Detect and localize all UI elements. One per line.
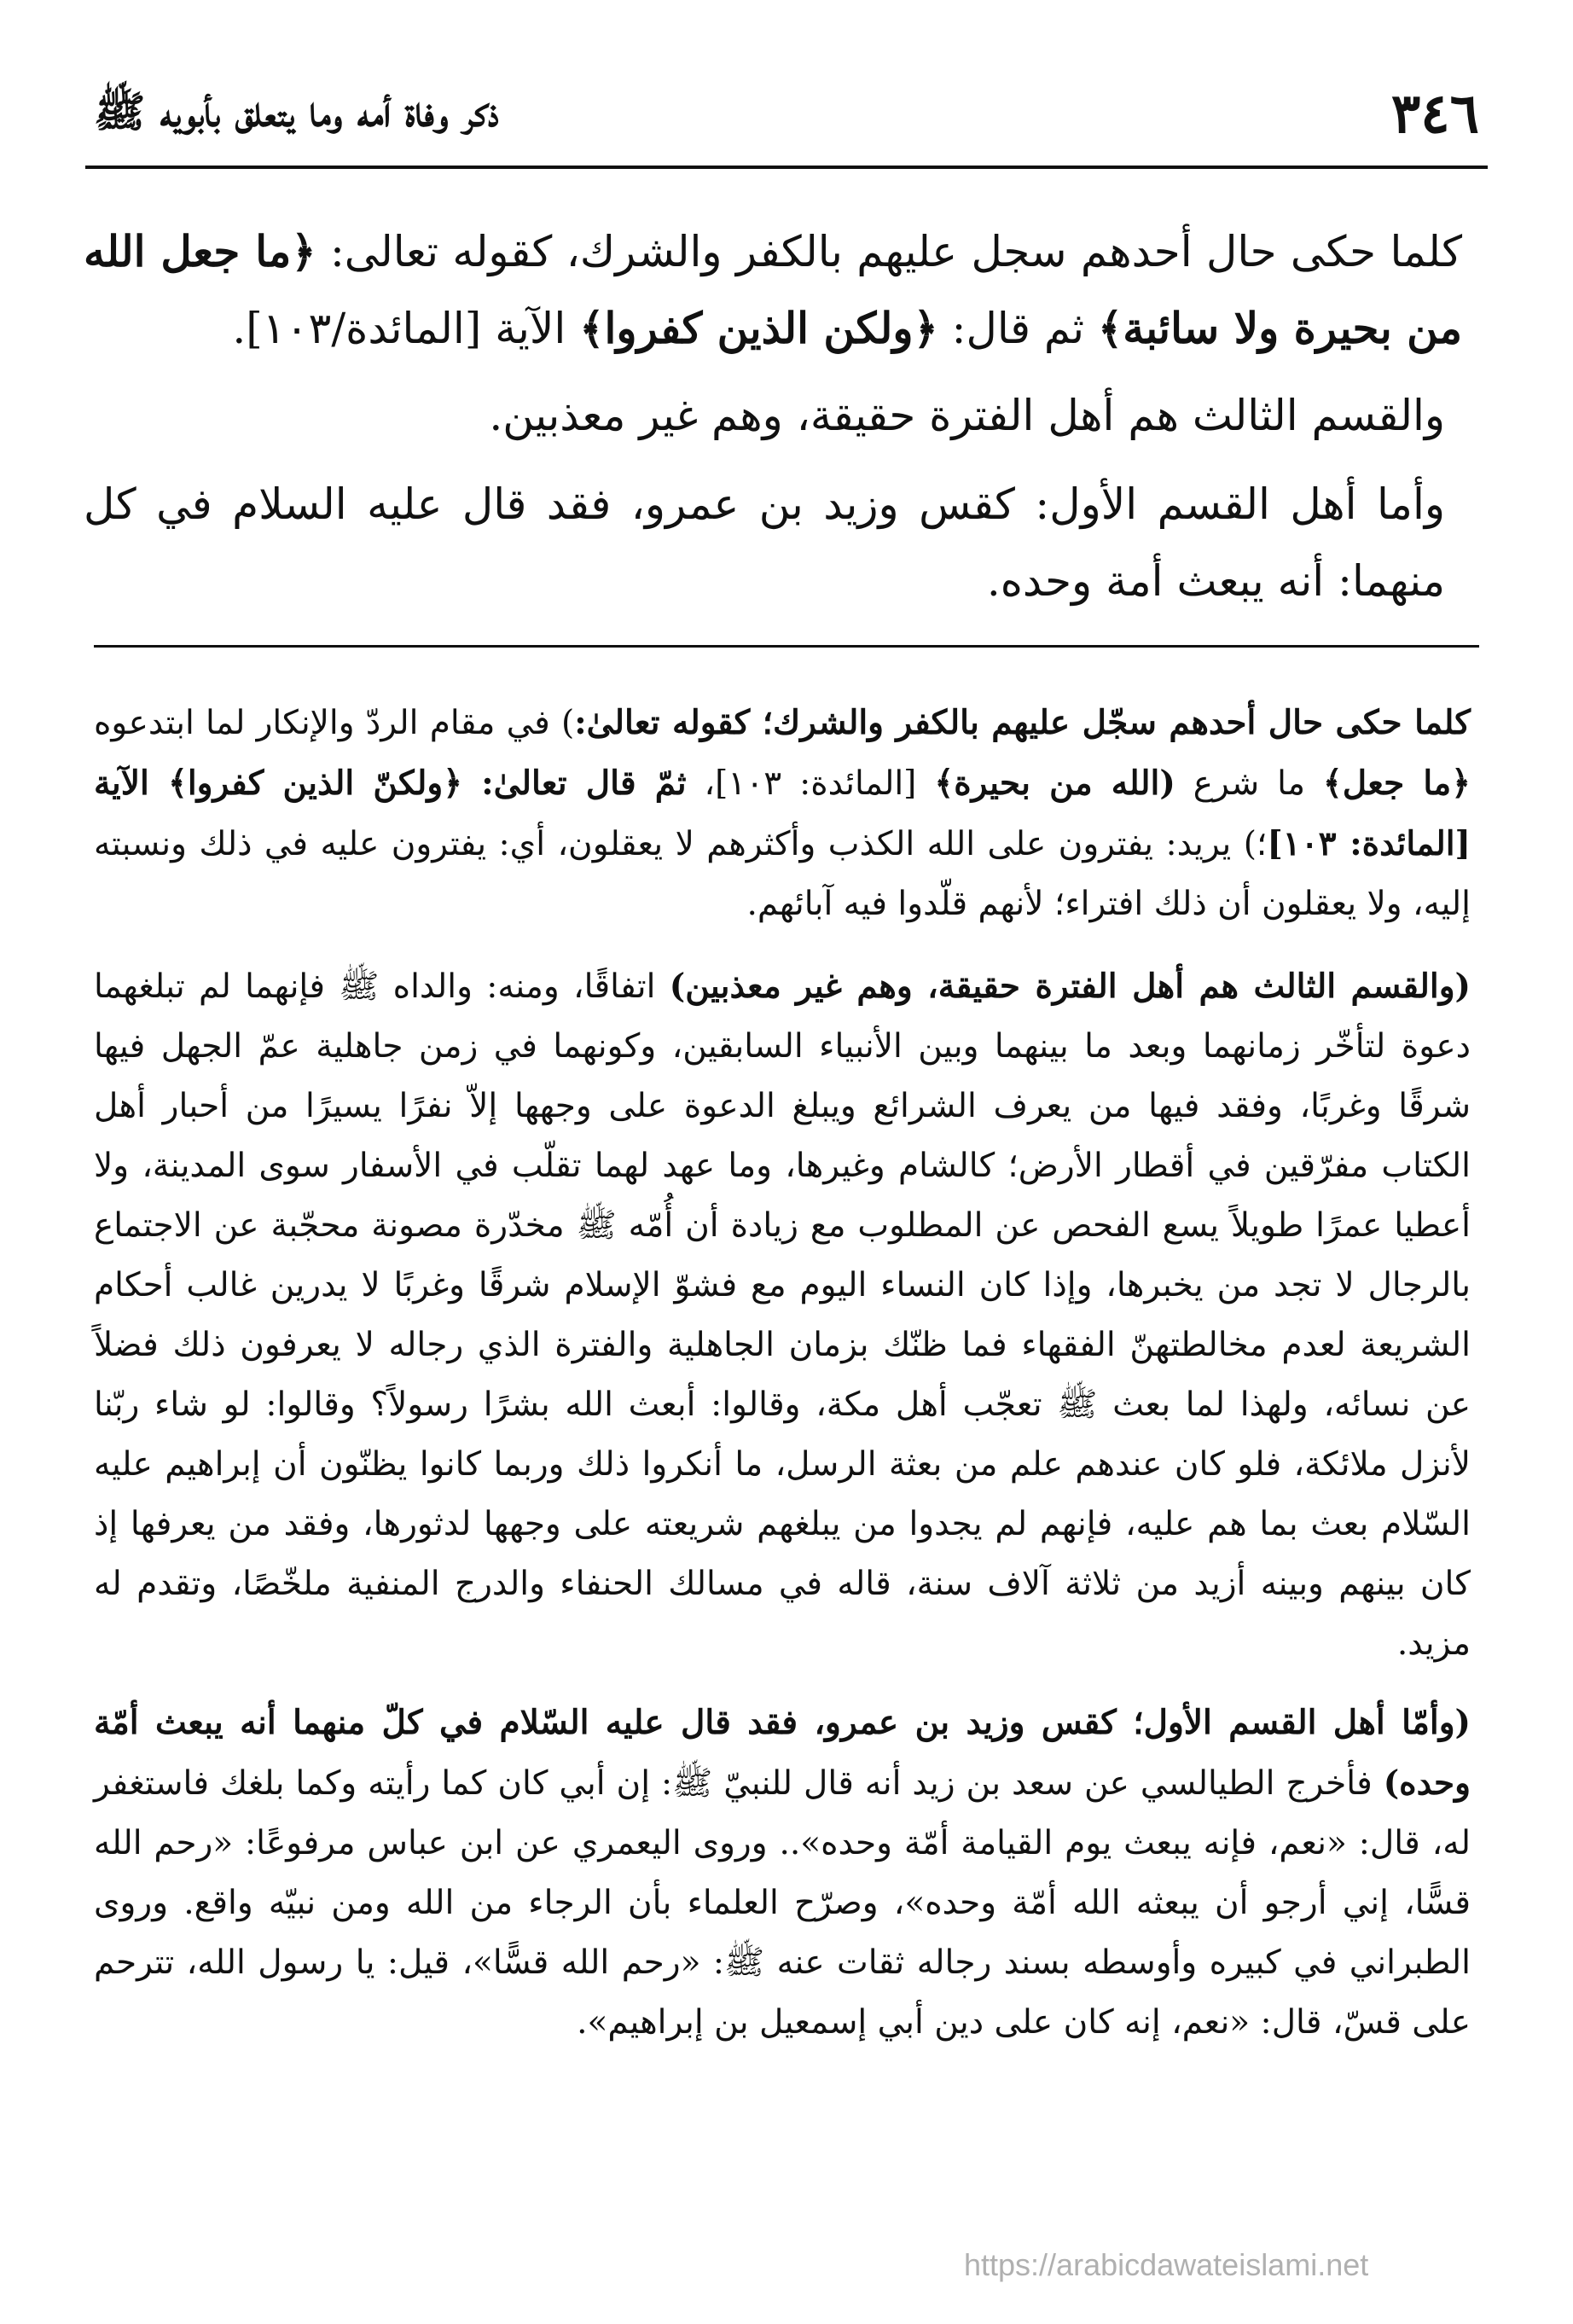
page-header <box>94 78 1479 164</box>
watermark-url: https://arabicdawateislami.net <box>964 2247 1369 2282</box>
main-paragraph: وأما أهل القسم الأول: كقس وزيد بن عمرو، فقد قال عليه السلام في كل منهما: أنه يبعث أمة وحده. <box>84 479 1445 606</box>
page-number: ٣٤٦ <box>1390 82 1479 146</box>
header-divider <box>85 166 1488 169</box>
running-title: ذكر وفاة أمه وما يتعلق بأبويه ﷺ <box>94 86 499 137</box>
main-text <box>84 213 1462 619</box>
commentary-paragraph: كلما حكى حال أحدهم سجّل عليهم بالكفر والشرك؛ كقوله تعالىٰ:) في مقام الردّ والإنكار لما ابتدعوه ﴿ما جعل﴾ ما شرع (الله من بحيرة﴾ [المائدة: ١٠٣]، ثمّ قال تعالىٰ: ﴿ولكنّ الذين كفروا﴾ الآية [المائدة: ١٠٣]؛) يريد: يفترون على الله الكذب وأكثرهم لا يعقلون، أي: يفترون عليه في ذلك ونسبته إليه، ولا يعقلون أن ذلك افتراء؛ لأنهم قلّدوا فيه آبائهم. <box>94 703 1471 923</box>
commentary-paragraph: (والقسم الثالث هم أهل الفترة حقيقة، وهم غير معذبين) اتفاقًا، ومنه: والداه ﷺ فإنهما لم تبلغهما دعوة لتأخّر زمانهما وبعد ما بينهما وبين الأنبياء السابقين، وكونهما في زمن جاهلية عمّ الجهل فيها شرقًا وغربًا، وفقد فيها من يعرف الشرائع ويبلغ الدعوة على وجهها إلاّ نفرًا يسيرًا من أحبار أهل الكتاب مفرّقين في أقطار الأرض؛ كالشام وغيرها، وما عهد لهما تقلّب في الأسفار سوى المدينة، ولا أعطيا عمرًا طويلاً يسع الفحص عن المطلوب مع زيادة أن أُمّه ﷺ مخدّرة مصونة محجّبة عن الاجتماع بالرجال لا تجد من يخبرها، وإذا كان النساء اليوم مع فشوّ الإسلام شرقًا وغربًا لا يدرين غالب أحكام الشريعة لعدم مخالطتهنّ الفقهاء فما ظنّك بزمان الجاهلية والفترة الذي رجاله لا يعرفون ذلك فضلاً عن نسائه، ولهذا لما بعث ﷺ تعجّب أهل مكة، وقالوا: أبعث الله بشرًا رسولاً؟ وقالوا: لو شاء ربّنا لأنزل ملائكة، فلو كان عندهم علم من بعثة الرسل، ما أنكروا ذلك وربما كانوا يظنّون أن إبراهيم عليه السّلام بعث بما هم عليه، فإنهم لم يجدوا من يبلغهم شريعته على وجهها لدثورها، وفقد من يعرفها إذ كان بينهم وبينه أزيد من ثلاثة آلاف سنة، قاله في مسالك الحنفاء والدرج المنفية ملخّصًا، وتقدم له مزيد. <box>94 967 1471 1663</box>
main-paragraph: كلما حكى حال أحدهم سجل عليهم بالكفر والشرك، كقوله تعالى: ﴿ما جعل الله من بحيرة ولا سائبة﴾ ثم قال: ﴿ولكن الذين كفروا﴾ الآية [المائدة/١٠٣]. <box>84 226 1462 353</box>
commentary-paragraph: (وأمّا أهل القسم الأول؛ كقس وزيد بن عمرو، فقد قال عليه السّلام في كلّ منهما أنه يبعث أمّة وحده) فأخرج الطيالسي عن سعد بن زيد أنه قال للنبيّ ﷺ: إن أبي كان كما رأيته وكما بلغك فاستغفر له، قال: «نعم، فإنه يبعث يوم القيامة أمّة وحده».. وروى اليعمري عن ابن عباس مرفوعًا: «رحم الله قسًّا، إني أرجو أن يبعثه الله أمّة وحده»، وصرّح العلماء بأن الرجاء من الله ومن نبيّه واقع. وروى الطبراني في كبيره وأوسطه بسند رجاله ثقات عنه ﷺ: «رحم الله قسًّا»، قيل: يا رسول الله، تترحم على قسّ، قال: «نعم، إنه كان على دين أبي إسمعيل بن إبراهيم». <box>94 1703 1471 2042</box>
commentary-text <box>94 693 1471 2071</box>
main-paragraph: والقسم الثالث هم أهل الفترة حقيقة، وهم غير معذبين. <box>489 391 1445 440</box>
commentary-divider <box>94 645 1479 648</box>
quran-quote: ﴿ولكن الذين كفروا﴾ <box>579 303 938 353</box>
quran-quote: ﴿ما جعل الله من بحيرة ولا سائبة﴾ <box>84 226 1462 353</box>
